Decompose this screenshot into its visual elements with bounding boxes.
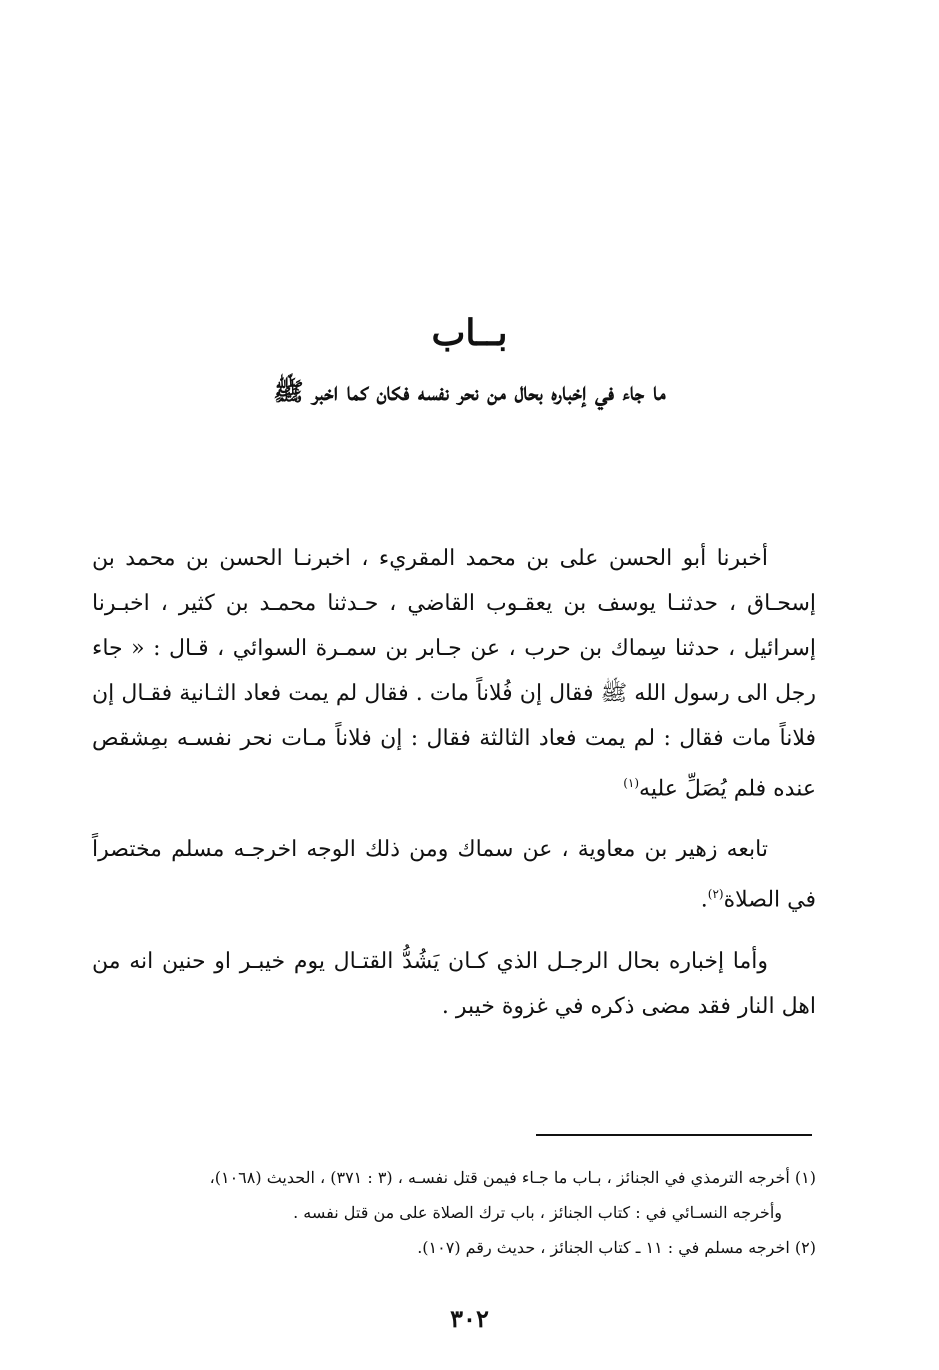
footnote-ref-1: (١)	[623, 776, 640, 790]
paragraph-khaybar	[92, 939, 816, 1029]
page-number: ٣٠٢	[450, 1304, 489, 1333]
footnote-ref-2: (٢)	[707, 887, 724, 902]
paragraph-followup-end: .	[700, 887, 708, 913]
paragraph-khaybar-text: وأما إخباره بحال الرجـل الذي كـان يَشُدُّ القتـال يوم خيبـر او حنين انه من اهل النار فقد مضى ذكره في غزوة خيبر .	[92, 948, 816, 1019]
chapter-subtitle: ما جاء في إخباره بحال من نحر نفسه فكان كما اخبر ﷺ	[273, 377, 666, 406]
footnotes	[92, 1160, 816, 1265]
chapter-title: بــاب	[431, 312, 508, 354]
main-text	[92, 536, 816, 1029]
paragraph-hadith-text: أخبرنا أبو الحسن على بن محمد المقريء ، اخبرنـا الحسن بن محمد بن إسحـاق ، حدثنـا يوسف بن يعقـوب القاضي ، حـدثنا محمـد بن كثير ، اخبـرنا إسرائيل ، حدثنا سِماك بن حرب ، عن جـابر بن سمـرة السوائي ، قـال : « جاء رجل الى رسول الله ﷺ فقال إن فُلاناً مات . فقال لم يمت فعاد الثـانية فقـال إن فلاناً مات فقال : لم يمت فعاد الثالثة فقال : إن فلاناً مـات نحر نفسـه بمِشقص عنده فلم يُصَلِّ عليه	[92, 546, 816, 802]
paragraph-hadith	[92, 536, 816, 811]
footnote-1-line-2: وأخرجه النسـائي في : كتاب الجنائز ، باب ترك الصلاة على من قتل نفسه .	[293, 1203, 782, 1222]
footnote-divider	[536, 1134, 812, 1136]
footnote-2: (٢) اخرجه مسلم في : ١١ ـ كتاب الجنائز ، حديث رقم (١٠٧).	[417, 1238, 816, 1257]
paragraph-followup	[92, 827, 816, 922]
paragraph-followup-text: تابعه زهير بن معاوية ، عن سماك ومن ذلك الوجه اخرجـه مسلم مختصراً في الصلاة	[92, 837, 816, 913]
footnote-1-line-1: (١) أخرجه الترمذي في الجنائز ، بـاب ما جـاء فيمن قتل نفسـه ، (٣ : ٣٧١) ، الحديث (١٠٦٨)،	[209, 1168, 816, 1187]
